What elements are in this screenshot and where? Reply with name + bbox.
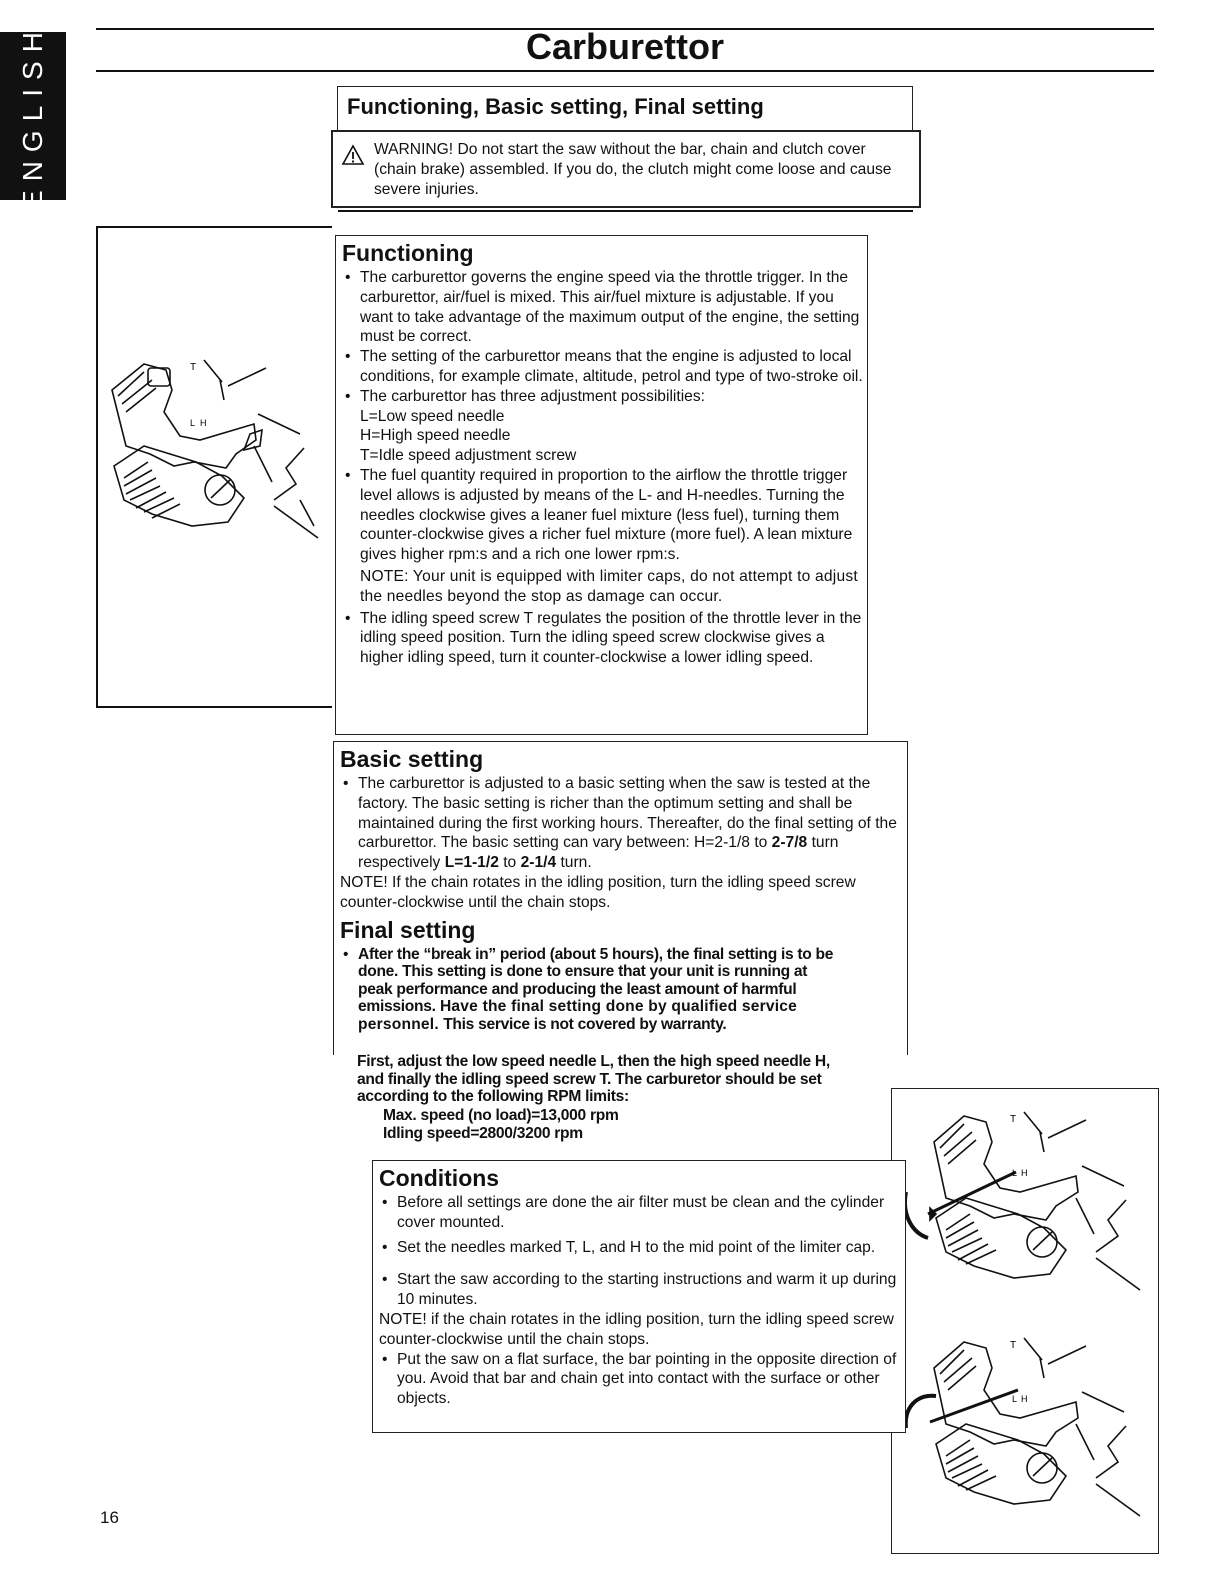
page-number: 16	[100, 1508, 119, 1527]
intro-title: Functioning, Basic setting, Final setting	[347, 94, 764, 119]
illus-frame-left	[96, 226, 98, 707]
functioning-bullet-3-text: • The carburettor has three adjustment possibilities:	[360, 387, 705, 405]
h-range-end: 2-7/8	[771, 834, 808, 852]
illus-frame-top	[96, 226, 332, 228]
language-tab	[0, 23, 66, 209]
illus-bottom-label-l: L	[1012, 1394, 1018, 1404]
screw-t-definition: T=Idle speed adjustment screw	[360, 447, 577, 465]
final-setting-title: Final setting	[340, 916, 476, 943]
final-setting-warranty: This service is not covered by warranty.	[443, 1015, 727, 1033]
illus-label-l: L	[190, 418, 196, 428]
conditions-bullet-1: • Before all settings are done the air filter must be clean and the cylinder cover mounted.	[379, 1193, 901, 1233]
illus-top-label-l: L	[1012, 1168, 1018, 1178]
functioning-list	[342, 268, 864, 565]
final-setting-text: After the “break in” period (about 5 hours), the final setting is to be done. This setting is done to ensure that your unit is running at peak performance and producing the least amount of harmful emissions.	[358, 945, 834, 1016]
language-tab-label: ENGLISH	[17, 23, 48, 209]
conditions-box	[372, 1160, 906, 1433]
needle-l-definition: L=Low speed needle	[360, 407, 505, 425]
basic-setting-list	[340, 774, 905, 873]
needle-h-definition: H=High speed needle	[360, 427, 511, 445]
final-setting-procedure: First, adjust the low speed needle L, then the high speed needle H, and finally the idling speed screw T. The carburetor should be set according to the following RPM limits:	[357, 1053, 830, 1106]
warning-text: WARNING! Do not start the saw without the bar, chain and clutch cover (chain brake) assembled. If you do, the clutch might come loose and cause severe injuries.	[374, 141, 892, 198]
basic-setting-note: NOTE! If the chain rotates in the idling position, turn the idling speed screw counter-clockwise until the chain stops.	[340, 873, 856, 911]
final-setting-bullet	[340, 946, 840, 1034]
illus-label-t: T	[190, 362, 197, 373]
illus-bottom-label-h: H	[1021, 1394, 1028, 1404]
conditions-bullet-3: • Start the saw according to the starting instructions and warm it up during 10 minutes.	[379, 1270, 901, 1310]
max-speed-limit: Max. speed (no load)=13,000 rpm	[383, 1107, 619, 1124]
illus-frame-bottom	[96, 706, 332, 708]
l-range-to: to	[503, 854, 517, 872]
functioning-list-2	[342, 609, 864, 668]
conditions-title: Conditions	[379, 1165, 500, 1191]
carburettor-illustration-bottom	[900, 1328, 1150, 1528]
basic-setting-text: The carburettor is adjusted to a basic setting when the saw is tested at the factory. The basic setting is richer than the optimum setting and shall be maintained during the first working hours. Thereafter, do the final setting of the carburettor. The basic setting can vary between:	[358, 775, 897, 852]
conditions-list-2	[379, 1350, 901, 1409]
conditions-bullet-4: • Put the saw on a flat surface, the bar pointing in the opposite direction of you. Avoid that bar and chain get into contact with the surface or other objects.	[379, 1350, 901, 1409]
header-bottom-rule	[96, 70, 1154, 72]
idling-speed-limit: Idling speed=2800/3200 rpm	[383, 1125, 583, 1142]
functioning-bullet-4: • The fuel quantity required in proportion to the airflow the throttle trigger level allows is adjusted by means of the L- and H-needles. Turning the needles clockwise gives a leaner fuel mixture (less fuel), turning them counter-clockwise gives a richer fuel mixture (more fuel). A lean mixture gives higher rpm:s and a rich one lower rpm:s.	[342, 466, 864, 565]
illus-bottom-label-t: T	[1010, 1340, 1017, 1351]
illus-label-h: H	[200, 418, 207, 428]
conditions-note: NOTE! if the chain rotates in the idling position, turn the idling speed screw counter-clockwise until the chain stops.	[379, 1310, 894, 1348]
conditions-bullet-2: • Set the needles marked T, L, and H to the mid point of the limiter cap.	[379, 1238, 901, 1258]
illus-top-label-t: T	[1010, 1114, 1017, 1125]
conditions-list	[379, 1193, 901, 1310]
l-range-end: 2-1/4	[520, 854, 557, 872]
carburettor-adjustment-illustration	[104, 350, 324, 550]
final-setting-qualified: Have the final setting done by qualified service personnel.	[358, 998, 798, 1033]
range-respectively: turn respectively	[358, 834, 839, 872]
functioning-title: Functioning	[342, 240, 474, 266]
functioning-bullet-3	[342, 387, 864, 466]
warning-box	[331, 130, 921, 208]
l-range-start: L=1-1/2	[444, 854, 499, 872]
basic-setting-title: Basic setting	[340, 746, 484, 772]
functioning-bullet-2: • The setting of the carburettor means that the engine is adjusted to local conditions, for example climate, altitude, petrol and type of two-stroke oil.	[342, 347, 864, 387]
page-title: Carburettor	[525, 26, 725, 67]
h-range-to: to	[754, 834, 768, 852]
warning-underline	[338, 210, 913, 212]
functioning-note: NOTE: Your unit is equipped with limiter caps, do not attempt to adjust the needles beyond the stop as damage can occur.	[360, 567, 858, 605]
functioning-bullet-1: • The carburettor governs the engine speed via the throttle trigger. In the carburettor, air/fuel is mixed. This air/fuel mixture is adjustable. If you want to take advantage of the maximum output of the engine, the setting must be correct.	[342, 268, 864, 347]
functioning-box	[335, 235, 868, 735]
illus-top-label-h: H	[1021, 1168, 1028, 1178]
warning-triangle-icon	[341, 144, 365, 166]
final-setting-list	[340, 946, 840, 1034]
basic-setting-bullet	[340, 774, 905, 873]
carburettor-illustration-top	[900, 1102, 1150, 1302]
intro-title-box	[337, 86, 913, 132]
functioning-bullet-5: • The idling speed screw T regulates the position of the throttle lever in the idling speed position. Turn the idling speed screw clockwise gives a higher idling speed, turn it counter-clockwise a lower idling speed.	[342, 609, 864, 668]
range-turn: turn.	[560, 854, 592, 872]
settings-box	[333, 741, 908, 1055]
h-range-start: H=2-1/8	[694, 834, 750, 852]
